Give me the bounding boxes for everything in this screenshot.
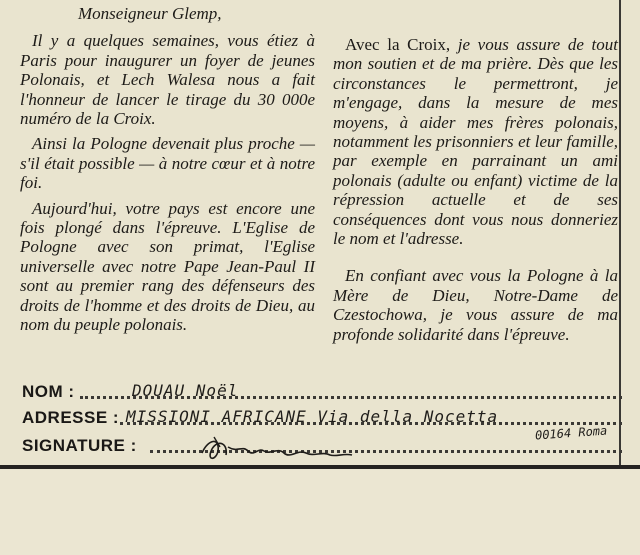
paragraph-1: Il y a quelques semaines, vous étiez à Paris pour inaugurer un foyer de jeunes Polonais, et Lech Walesa nous a fait l'honneur de lancer le tirage du 30 000e numéro de la Croix. — [20, 31, 315, 129]
letter-left-column — [20, 4, 315, 341]
address-field[interactable] — [22, 406, 622, 428]
name-value: DOUAU Noël — [132, 381, 239, 400]
letter-right-column — [333, 35, 618, 350]
paragraph-2: Ainsi la Pologne devenait plus proche — s'il était possible — à notre cœur et à notre foi. — [20, 134, 315, 193]
salutation: Monseigneur Glemp, — [78, 4, 222, 23]
address-label: ADRESSE : — [22, 408, 120, 427]
paragraph-4 — [333, 35, 618, 248]
paragraph-5: En confiant avec vous la Pologne à la Mère de Dieu, Notre-Dame de Czestochowa, je vous assure de ma profonde solidarité dans l'épreuve. — [333, 266, 618, 344]
address-value: MISSIONI AFRICANE Via della Nocetta — [126, 407, 499, 426]
address-postal: 00164 Roma — [534, 423, 608, 443]
handwritten-signature — [198, 433, 358, 465]
name-field[interactable] — [22, 380, 622, 402]
name-label: NOM : — [22, 382, 75, 401]
signature-label: SIGNATURE : — [22, 436, 137, 455]
paragraph-4-lead: Avec la Croix, — [345, 35, 451, 54]
paragraph-4-body: je vous assure de tout mon soutien et de ma prière. Dès que les circonstances le permettront, je m'engage, dans la mesure de mes moyens, à aider mes frères polonais, notamment les prisonniers et leur famille, par exemple en parrainant un ami polonais (adulte ou enfant) victime de la répression actuelle et de ses conséquences dont vous nous donneriez le nom et l'adresse. — [333, 35, 618, 249]
bottom-rule — [0, 465, 640, 469]
backing-paper — [0, 468, 640, 555]
paragraph-3: Aujourd'hui, votre pays est encore une fois plongé dans l'épreuve. L'Eglise de Pologne avec son primat, l'Eglise universelle avec notre Pape Jean-Paul II sont au premier rang des défenseurs des droits de l'homme et des droits de Dieu, au nom du peuple polonais. — [20, 198, 315, 335]
